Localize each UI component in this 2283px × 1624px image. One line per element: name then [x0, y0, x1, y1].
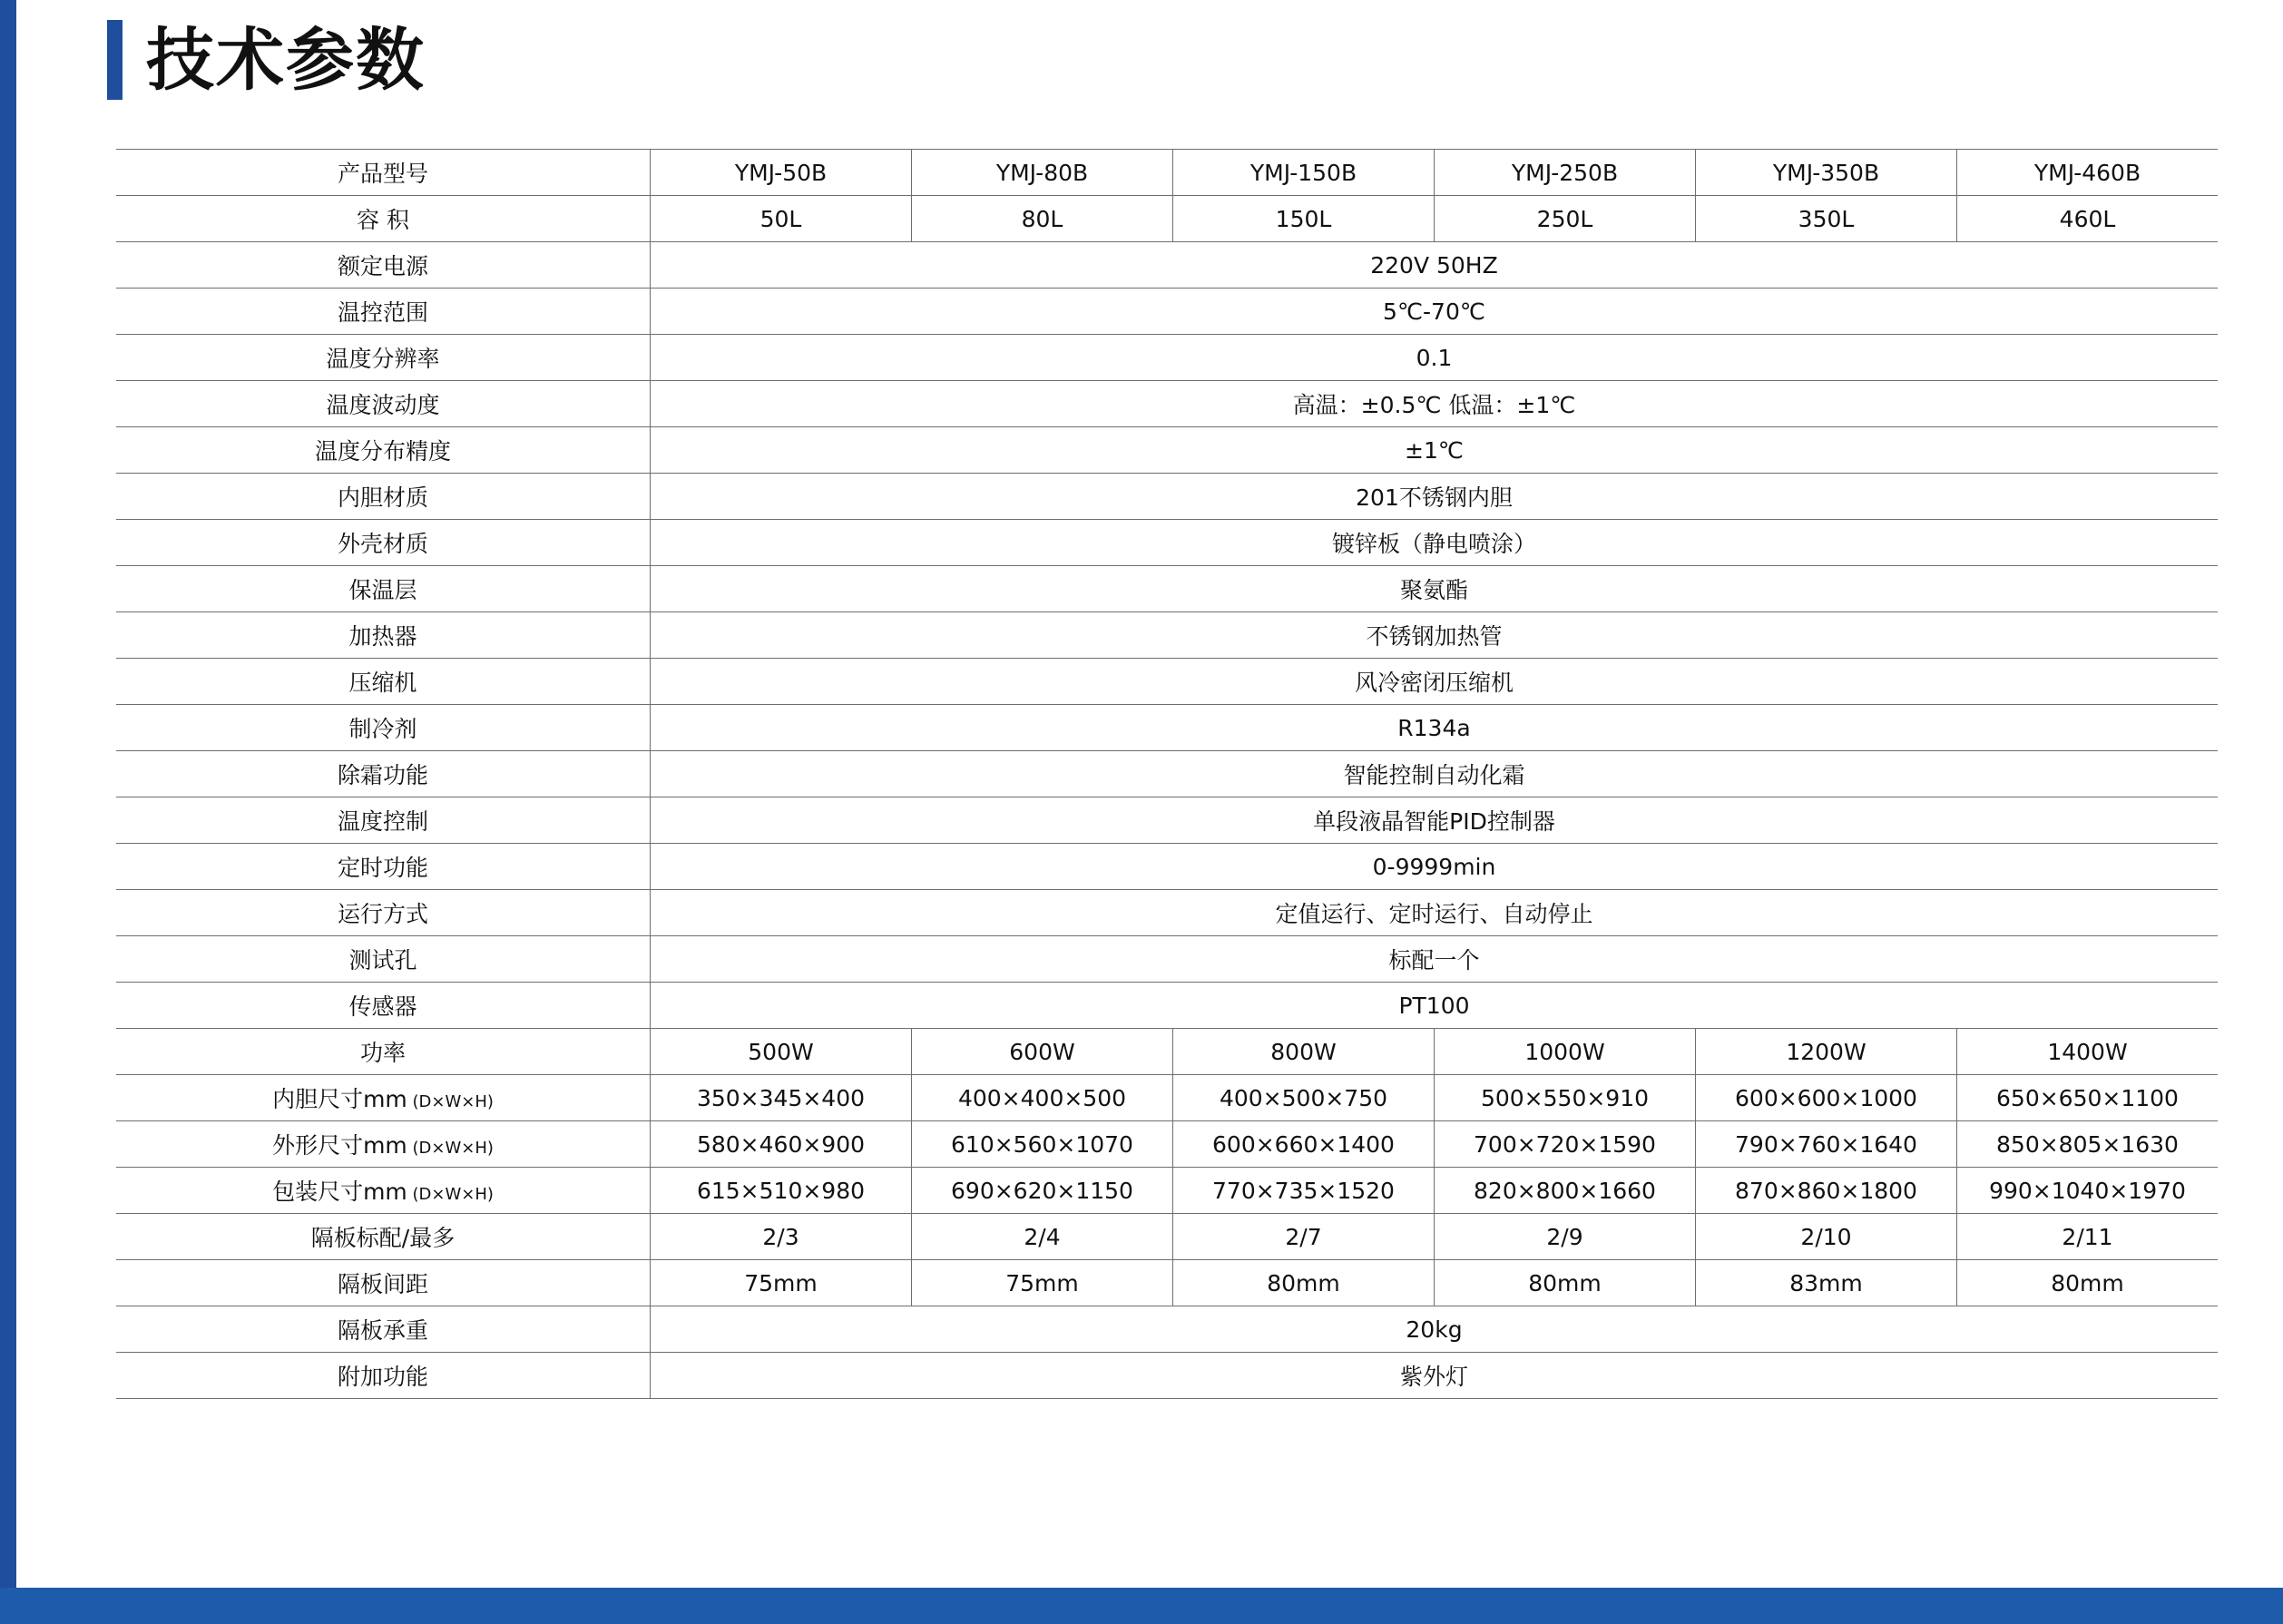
table-row: [116, 1168, 2218, 1214]
row-label: [116, 890, 651, 936]
table-row: [116, 566, 2218, 612]
table-cell: 2/9: [1435, 1214, 1696, 1260]
row-label-text: 温控范围: [337, 299, 428, 326]
table-cell: 820×800×1660: [1435, 1168, 1696, 1214]
table-cell: 2/10: [1696, 1214, 1957, 1260]
table-row: [116, 797, 2218, 844]
table-row: [116, 289, 2218, 335]
table-cell: 350L: [1696, 196, 1957, 242]
row-label-text: 包装尺寸mm: [272, 1179, 407, 1205]
row-label: [116, 566, 651, 612]
row-label: [116, 1214, 651, 1260]
table-row: [116, 1029, 2218, 1075]
table-cell: 790×760×1640: [1696, 1121, 1957, 1168]
table-cell: 80mm: [1957, 1260, 2219, 1306]
table-cell: 600×600×1000: [1696, 1075, 1957, 1121]
row-label: [116, 659, 651, 705]
row-label-dimension-note: (D×W×H): [407, 1185, 494, 1204]
row-label-text: 外形尺寸mm: [272, 1132, 407, 1159]
table-cell-merged: 紫外灯: [651, 1353, 2219, 1399]
table-row: [116, 381, 2218, 427]
table-cell: 460L: [1957, 196, 2219, 242]
row-label: [116, 1353, 651, 1399]
row-label-text: 保温层: [348, 577, 417, 603]
page-title: 技术参数: [146, 19, 426, 100]
table-cell-merged: R134a: [651, 705, 2219, 751]
table-cell: 50L: [651, 196, 912, 242]
row-label-text: 隔板间距: [337, 1271, 428, 1297]
table-cell: 600W: [912, 1029, 1173, 1075]
row-label: [116, 520, 651, 566]
row-label-text: 内胆材质: [337, 484, 428, 511]
table-cell-merged: PT100: [651, 983, 2219, 1029]
row-label-text: 外壳材质: [337, 531, 428, 557]
table-row: [116, 751, 2218, 797]
row-label: [116, 612, 651, 659]
table-cell: 75mm: [912, 1260, 1173, 1306]
row-label: [116, 1075, 651, 1121]
table-cell: 350×345×400: [651, 1075, 912, 1121]
row-label-text: 温度波动度: [326, 392, 440, 418]
table-row: [116, 612, 2218, 659]
table-cell: 770×735×1520: [1173, 1168, 1435, 1214]
table-row: [116, 890, 2218, 936]
row-label-text: 传感器: [348, 993, 417, 1020]
table-cell-merged: 聚氨酯: [651, 566, 2219, 612]
table-cell-merged: 智能控制自动化霜: [651, 751, 2219, 797]
table-cell: 2/3: [651, 1214, 912, 1260]
table-cell-merged: 0-9999min: [651, 844, 2219, 890]
table-cell: 150L: [1173, 196, 1435, 242]
row-label: [116, 474, 651, 520]
table-cell-merged: ±1℃: [651, 427, 2219, 474]
table-cell-merged: 定值运行、定时运行、自动停止: [651, 890, 2219, 936]
table-cell: 75mm: [651, 1260, 912, 1306]
table-row: [116, 1306, 2218, 1353]
table-row: [116, 520, 2218, 566]
table-cell: 800W: [1173, 1029, 1435, 1075]
table-cell: 2/11: [1957, 1214, 2219, 1260]
table-cell: 250L: [1435, 196, 1696, 242]
table-cell: 80L: [912, 196, 1173, 242]
row-label-text: 隔板标配/最多: [310, 1225, 456, 1251]
table-row: [116, 1214, 2218, 1260]
row-label: [116, 427, 651, 474]
row-label-text: 运行方式: [337, 901, 428, 927]
row-label-text: 压缩机: [348, 670, 417, 696]
table-row: [116, 1075, 2218, 1121]
table-row: [116, 1260, 2218, 1306]
row-label-text: 温度分布精度: [314, 438, 451, 465]
table-cell-merged: 单段液晶智能PID控制器: [651, 797, 2219, 844]
table-cell: 80mm: [1173, 1260, 1435, 1306]
table-row: [116, 1121, 2218, 1168]
table-cell: 1200W: [1696, 1029, 1957, 1075]
row-label: [116, 381, 651, 427]
table-cell: 615×510×980: [651, 1168, 912, 1214]
row-label: [116, 751, 651, 797]
table-cell: 2/4: [912, 1214, 1173, 1260]
bottom-accent-bar: [0, 1588, 2283, 1624]
row-label-text: 定时功能: [337, 855, 428, 881]
table-cell: 500×550×910: [1435, 1075, 1696, 1121]
model-header-cell: YMJ-50B: [651, 150, 912, 196]
row-label: [116, 1029, 651, 1075]
title-accent-bar: [107, 20, 122, 100]
table-row: [116, 335, 2218, 381]
table-cell-merged: 20kg: [651, 1306, 2219, 1353]
row-label: [116, 1260, 651, 1306]
row-label: [116, 242, 651, 289]
table-cell: 870×860×1800: [1696, 1168, 1957, 1214]
table-cell: 2/7: [1173, 1214, 1435, 1260]
page-title-row: [107, 20, 426, 100]
row-label-text: 测试孔: [348, 947, 417, 973]
row-label-text: 温度控制: [337, 808, 428, 835]
row-label-text: 功率: [359, 1040, 406, 1066]
table-cell-merged: 201不锈钢内胆: [651, 474, 2219, 520]
table-cell: 400×400×500: [912, 1075, 1173, 1121]
table-row: [116, 705, 2218, 751]
table-cell-merged: 不锈钢加热管: [651, 612, 2219, 659]
table-cell-merged: 高温：±0.5℃ 低温：±1℃: [651, 381, 2219, 427]
table-cell: 1000W: [1435, 1029, 1696, 1075]
row-label: [116, 1121, 651, 1168]
row-label-dimension-note: (D×W×H): [407, 1092, 494, 1111]
model-header-cell: YMJ-350B: [1696, 150, 1957, 196]
table-row: [116, 936, 2218, 983]
row-label: [116, 335, 651, 381]
table-cell: 400×500×750: [1173, 1075, 1435, 1121]
row-label-text: 温度分辨率: [326, 346, 440, 372]
table-row: [116, 844, 2218, 890]
row-label-text: 额定电源: [337, 253, 428, 279]
table-row: [116, 1353, 2218, 1399]
table-cell: 83mm: [1696, 1260, 1957, 1306]
table-cell-merged: 镀锌板（静电喷涂）: [651, 520, 2219, 566]
model-header-cell: YMJ-150B: [1173, 150, 1435, 196]
model-header-cell: YMJ-250B: [1435, 150, 1696, 196]
table-row: [116, 242, 2218, 289]
row-label-text: 内胆尺寸mm: [272, 1086, 407, 1112]
table-cell-merged: 5℃-70℃: [651, 289, 2219, 335]
row-label: [116, 1168, 651, 1214]
left-accent-bar: [0, 0, 16, 1624]
row-label-text: 容 积: [357, 207, 409, 233]
row-label-text: 隔板承重: [337, 1317, 428, 1344]
table-cell-merged: 220V 50HZ: [651, 242, 2219, 289]
model-header-cell: YMJ-80B: [912, 150, 1173, 196]
specifications-table: [116, 149, 2218, 1399]
table-row: [116, 474, 2218, 520]
row-label-text: 附加功能: [337, 1364, 428, 1390]
model-header-cell: YMJ-460B: [1957, 150, 2219, 196]
table-row: [116, 196, 2218, 242]
table-cell: 990×1040×1970: [1957, 1168, 2219, 1214]
row-label-text: 除霜功能: [337, 762, 428, 788]
table-cell-merged: 风冷密闭压缩机: [651, 659, 2219, 705]
row-label-text: 制冷剂: [348, 716, 417, 742]
row-label: [116, 844, 651, 890]
table-cell: 80mm: [1435, 1260, 1696, 1306]
table-cell: 850×805×1630: [1957, 1121, 2219, 1168]
table-row: [116, 427, 2218, 474]
row-label: [116, 983, 651, 1029]
row-label-dimension-note: (D×W×H): [407, 1139, 494, 1158]
table-cell: 700×720×1590: [1435, 1121, 1696, 1168]
table-row: [116, 659, 2218, 705]
row-label: [116, 150, 651, 196]
row-label: [116, 1306, 651, 1353]
table-cell: 1400W: [1957, 1029, 2219, 1075]
table-cell: 600×660×1400: [1173, 1121, 1435, 1168]
row-label: [116, 705, 651, 751]
table-cell: 610×560×1070: [912, 1121, 1173, 1168]
table-row: [116, 983, 2218, 1029]
table-cell: 580×460×900: [651, 1121, 912, 1168]
row-label: [116, 936, 651, 983]
row-label: [116, 196, 651, 242]
table-cell-merged: 0.1: [651, 335, 2219, 381]
table-row: [116, 150, 2218, 196]
table-cell-merged: 标配一个: [651, 936, 2219, 983]
row-label: [116, 797, 651, 844]
table-cell: 690×620×1150: [912, 1168, 1173, 1214]
row-label-text: 产品型号: [337, 161, 428, 187]
row-label: [116, 289, 651, 335]
row-label-text: 加热器: [348, 623, 417, 650]
table-cell: 500W: [651, 1029, 912, 1075]
table-cell: 650×650×1100: [1957, 1075, 2219, 1121]
